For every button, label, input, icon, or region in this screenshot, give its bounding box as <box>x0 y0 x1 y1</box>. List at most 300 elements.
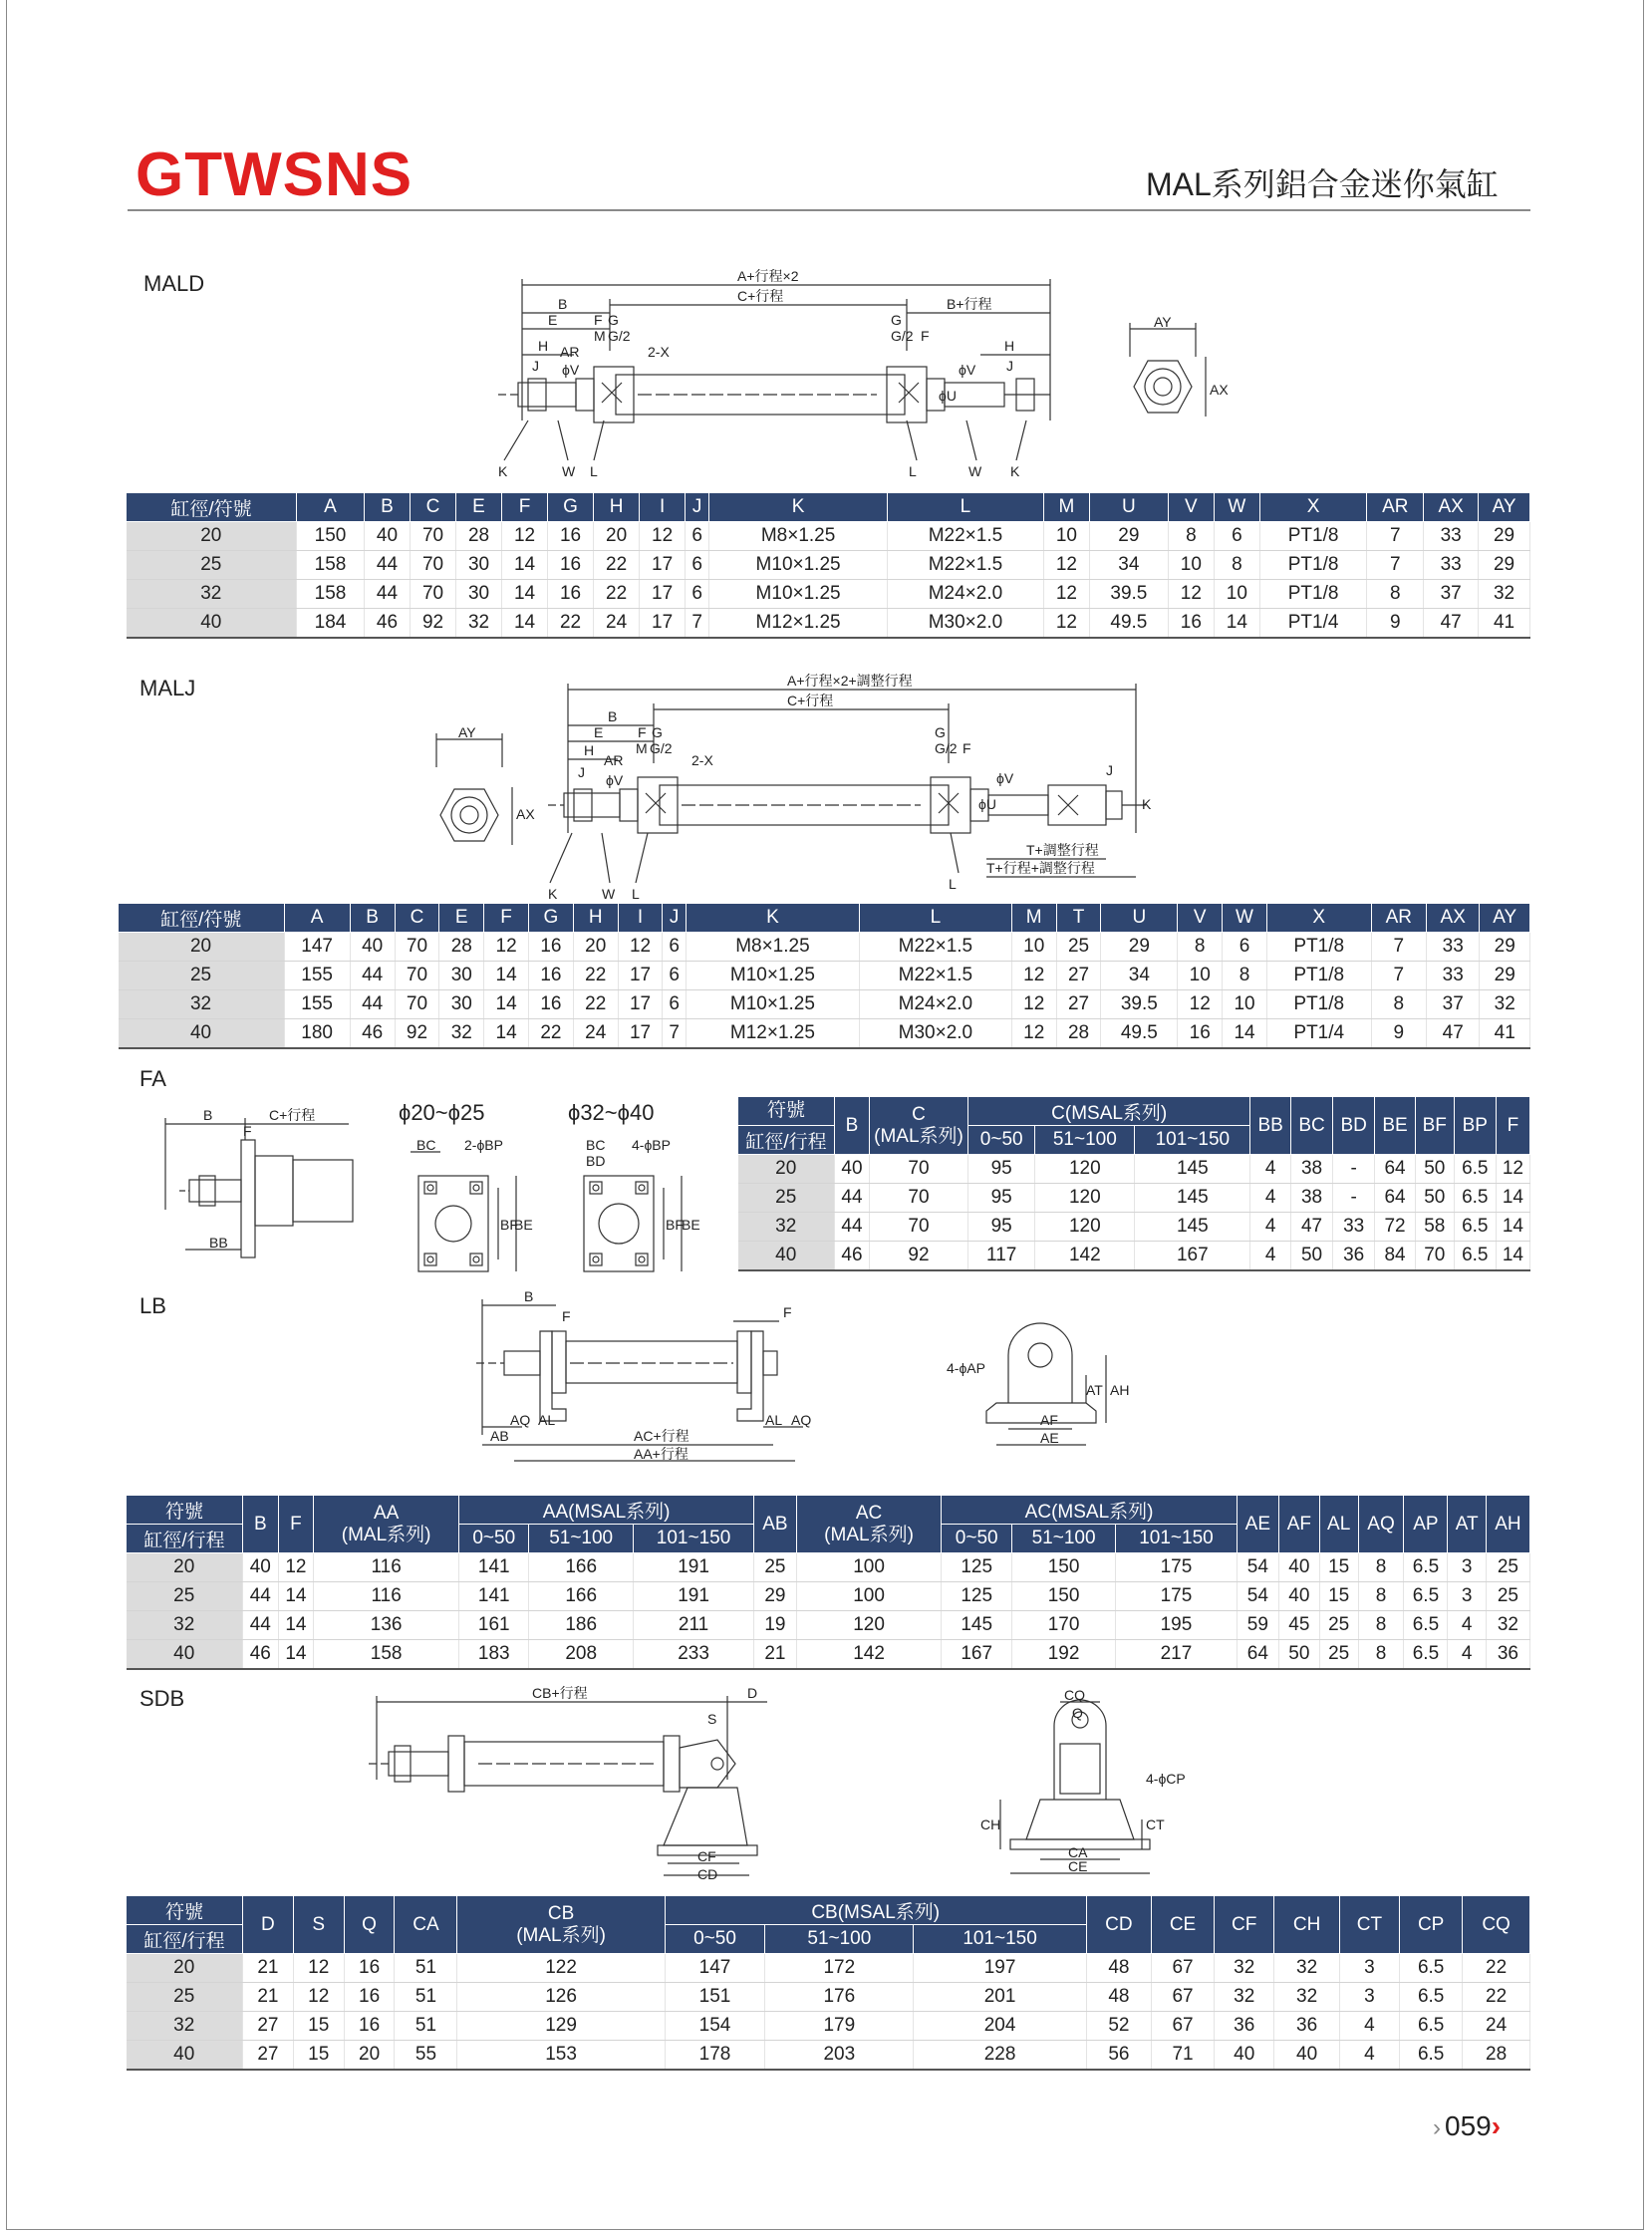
lb-header-ac-msal: AC(MSAL系列) <box>942 1496 1237 1525</box>
table-cell: 120 <box>1035 1184 1135 1213</box>
sdb-header-cf: CF <box>1214 1896 1273 1954</box>
table-cell: 155 <box>284 962 350 990</box>
dimension-label: J <box>1006 358 1013 374</box>
dimension-label: BB <box>209 1235 228 1251</box>
table-cell: 44 <box>350 990 395 1019</box>
dimension-label: S <box>707 1711 717 1727</box>
table-row <box>738 1242 1530 1271</box>
table-cell: 3 <box>1339 1954 1399 1983</box>
sdb-header-cb: CB (MAL系列) <box>457 1896 665 1954</box>
table-cell: 29 <box>1479 522 1530 551</box>
mald-header-cell: E <box>456 493 502 522</box>
mald-header-cell: V <box>1168 493 1214 522</box>
bore-cell: 32 <box>127 2012 243 2041</box>
table-cell: 70 <box>411 522 456 551</box>
table-cell: 22 <box>594 551 640 580</box>
table-cell: 46 <box>835 1242 870 1271</box>
bore-cell: 25 <box>119 962 285 990</box>
table-cell: PT1/4 <box>1259 609 1366 639</box>
table-cell: 6 <box>1214 522 1259 551</box>
table-cell: 67 <box>1152 2012 1215 2041</box>
table-cell: 6 <box>663 962 686 990</box>
table-cell: 8 <box>1367 580 1424 609</box>
dimension-label: F <box>243 1123 252 1139</box>
fa-spec-table <box>737 1096 1530 1271</box>
sdb-spec-table <box>126 1895 1530 2071</box>
table-cell: 150 <box>1011 1582 1115 1611</box>
sdb-header-cb-msal: CB(MSAL系列) <box>665 1896 1086 1925</box>
table-cell: 8 <box>1371 990 1426 1019</box>
table-cell: M22×1.5 <box>860 933 1012 962</box>
table-cell: 40 <box>243 1553 279 1582</box>
table-cell: 39.5 <box>1101 990 1178 1019</box>
table-cell: 120 <box>1035 1213 1135 1242</box>
table-cell: 24 <box>594 609 640 639</box>
table-cell: 22 <box>548 609 594 639</box>
table-cell: 9 <box>1367 609 1424 639</box>
table-cell: 54 <box>1237 1553 1278 1582</box>
table-cell: 6.5 <box>1404 1640 1448 1670</box>
table-cell: 158 <box>297 551 365 580</box>
table-cell: 27 <box>243 2041 294 2071</box>
dimension-label: 2-X <box>691 752 713 768</box>
table-cell: 50 <box>1415 1155 1454 1184</box>
dimension-label: E <box>594 724 604 740</box>
table-cell: 204 <box>914 2012 1086 2041</box>
table-cell: 142 <box>796 1640 942 1670</box>
dimension-label: BE <box>682 1217 700 1233</box>
dimension-label: AC+行程 <box>634 1428 689 1444</box>
table-cell: 44 <box>364 580 410 609</box>
table-cell: 10 <box>1011 933 1056 962</box>
table-cell: 147 <box>284 933 350 962</box>
table-cell: 51 <box>395 1983 457 2012</box>
table-cell: 15 <box>293 2041 344 2071</box>
series-title: MAL系列鋁合金迷你氣缸 <box>1146 166 1499 202</box>
table-cell: 20 <box>573 933 618 962</box>
table-cell: 34 <box>1101 962 1178 990</box>
table-cell: 150 <box>297 522 365 551</box>
dimension-label: T+行程+調整行程 <box>986 860 1095 876</box>
table-cell: M8×1.25 <box>686 933 859 962</box>
dimension-label: AL <box>765 1412 783 1428</box>
dimension-label: AH <box>1110 1382 1130 1398</box>
sdb-header-d: D <box>243 1896 294 1954</box>
table-cell: 32 <box>1479 580 1530 609</box>
table-cell: 12 <box>502 522 548 551</box>
table-cell: 20 <box>344 2041 395 2071</box>
bore-cell: 20 <box>127 1954 243 1983</box>
mald-header-cell: 缸徑/符號 <box>127 493 297 522</box>
table-cell: 55 <box>395 2041 457 2071</box>
dimension-label: L <box>590 463 598 479</box>
table-cell: 14 <box>1496 1213 1529 1242</box>
table-cell: 17 <box>618 990 663 1019</box>
table-cell: 6.5 <box>1454 1242 1496 1271</box>
table-cell: 21 <box>754 1640 796 1670</box>
table-cell: - <box>1333 1155 1375 1184</box>
table-cell: 10 <box>1223 990 1267 1019</box>
bore-cell: 32 <box>127 580 297 609</box>
table-cell: 22 <box>594 580 640 609</box>
table-row <box>119 962 1530 990</box>
dimension-label: F <box>921 328 930 344</box>
fa-header-bb: BB <box>1250 1097 1291 1155</box>
table-cell: 125 <box>942 1553 1011 1582</box>
mald-header-cell: I <box>640 493 686 522</box>
table-cell: 16 <box>344 1954 395 1983</box>
table-cell: 4 <box>1250 1155 1291 1184</box>
dimension-label: BE <box>514 1217 533 1233</box>
dimension-label: B <box>558 296 568 312</box>
table-cell: PT1/8 <box>1266 990 1371 1019</box>
table-cell: 44 <box>835 1184 870 1213</box>
table-cell: 8 <box>1358 1553 1404 1582</box>
page-number-text: 059 <box>1445 2110 1492 2141</box>
sdb-side-drawing <box>369 1685 787 1882</box>
malj-header-cell: J <box>663 904 686 933</box>
table-cell: 183 <box>459 1640 529 1670</box>
table-cell: 95 <box>968 1213 1035 1242</box>
lb-header-aq: AQ <box>1358 1496 1404 1553</box>
table-cell: 4 <box>1448 1640 1486 1670</box>
table-cell: 17 <box>640 609 686 639</box>
dimension-label: CT <box>1146 1816 1165 1832</box>
malj-header-cell: T <box>1056 904 1101 933</box>
table-cell: 145 <box>1135 1184 1250 1213</box>
fa-header-bc: BC <box>1290 1097 1332 1155</box>
table-cell: 151 <box>665 1983 765 2012</box>
table-cell: 178 <box>665 2041 765 2071</box>
table-cell: M24×2.0 <box>860 990 1012 1019</box>
table-cell: 6.5 <box>1454 1213 1496 1242</box>
table-cell: 34 <box>1089 551 1168 580</box>
table-cell: M12×1.25 <box>686 1019 859 1049</box>
table-cell: 44 <box>243 1611 279 1640</box>
table-cell: 14 <box>484 1019 529 1049</box>
table-cell: 16 <box>528 990 573 1019</box>
table-cell: 9 <box>1371 1019 1426 1049</box>
malj-end-drawing <box>418 724 535 867</box>
table-cell: 28 <box>439 933 484 962</box>
dimension-label: ϕV <box>996 770 1014 786</box>
mald-header-cell: C <box>411 493 456 522</box>
table-cell: 12 <box>278 1553 314 1582</box>
table-row <box>738 1155 1530 1184</box>
table-cell: 59 <box>1237 1611 1278 1640</box>
table-cell: 186 <box>529 1611 633 1640</box>
table-cell: 92 <box>395 1019 439 1049</box>
table-cell: 64 <box>1237 1640 1278 1670</box>
table-cell: 27 <box>243 2012 294 2041</box>
table-cell: 17 <box>640 580 686 609</box>
sdb-header-cd: CD <box>1086 1896 1151 1954</box>
dimension-label: M <box>594 328 606 344</box>
lb-header-aa-band-3: 101~150 <box>633 1525 753 1553</box>
malj-header-cell: E <box>439 904 484 933</box>
dimension-label: W <box>602 886 616 902</box>
table-cell: 56 <box>1086 2041 1151 2071</box>
table-cell: 40 <box>1279 1582 1320 1611</box>
table-cell: 30 <box>439 990 484 1019</box>
table-cell: M10×1.25 <box>709 551 888 580</box>
malj-header-cell: L <box>860 904 1012 933</box>
table-cell: 12 <box>1168 580 1214 609</box>
table-cell: 3 <box>1448 1553 1486 1582</box>
table-cell: 24 <box>573 1019 618 1049</box>
table-cell: 33 <box>1427 962 1480 990</box>
dimension-label: K <box>1142 796 1152 812</box>
table-cell: 117 <box>968 1242 1035 1271</box>
dimension-label: B+行程 <box>947 296 992 312</box>
table-cell: 167 <box>942 1640 1011 1670</box>
fa-header-c-msal: C(MSAL系列) <box>968 1097 1250 1126</box>
table-cell: 39.5 <box>1089 580 1168 609</box>
dimension-label: 2-X <box>648 344 670 360</box>
table-cell: 6.5 <box>1404 1611 1448 1640</box>
table-cell: 12 <box>1011 962 1056 990</box>
table-cell: 14 <box>278 1640 314 1670</box>
table-cell: 141 <box>459 1582 529 1611</box>
table-cell: 8 <box>1178 933 1223 962</box>
table-cell: 14 <box>484 990 529 1019</box>
table-cell: 25 <box>1486 1582 1529 1611</box>
section-label-sdb: SDB <box>139 1686 185 1711</box>
sdb-header-band-2: 51~100 <box>765 1925 914 1954</box>
dimension-label: G/2 <box>891 328 914 344</box>
table-cell: 32 <box>1214 1983 1273 2012</box>
table-cell: 12 <box>1043 609 1089 639</box>
dimension-label: G <box>652 724 663 740</box>
sdb-header-cq: CQ <box>1463 1896 1530 1954</box>
table-cell: 12 <box>484 933 529 962</box>
table-cell: 158 <box>297 580 365 609</box>
table-cell: M22×1.5 <box>860 962 1012 990</box>
table-cell: 195 <box>1116 1611 1237 1640</box>
table-cell: 3 <box>1448 1582 1486 1611</box>
mald-header-cell: U <box>1089 493 1168 522</box>
table-cell: 47 <box>1424 609 1479 639</box>
fa-large-range-label: ϕ32~ϕ40 <box>568 1100 655 1125</box>
table-cell: 38 <box>1290 1184 1332 1213</box>
table-cell: 14 <box>502 580 548 609</box>
table-cell: 4 <box>1448 1611 1486 1640</box>
dimension-label: K <box>548 886 558 902</box>
bore-cell: 20 <box>119 933 285 962</box>
fa-header-be: BE <box>1375 1097 1416 1155</box>
table-cell: 166 <box>529 1582 633 1611</box>
table-cell: 10 <box>1043 522 1089 551</box>
sdb-header-symbol: 符號 <box>127 1896 243 1925</box>
table-cell: 71 <box>1152 2041 1215 2071</box>
table-cell: 72 <box>1375 1213 1416 1242</box>
table-row <box>127 1582 1530 1611</box>
table-cell: 12 <box>1011 990 1056 1019</box>
sdb-header-ca: CA <box>395 1896 457 1954</box>
sdb-header-bore: 缸徑/行程 <box>127 1925 243 1954</box>
sdb-header-q: Q <box>344 1896 395 1954</box>
table-cell: 15 <box>1319 1553 1358 1582</box>
lb-header-ah: AH <box>1486 1496 1529 1553</box>
bore-cell: 25 <box>738 1184 835 1213</box>
table-cell: 184 <box>297 609 365 639</box>
section-label-fa: FA <box>139 1066 166 1091</box>
table-cell: 70 <box>1415 1242 1454 1271</box>
table-cell: 170 <box>1011 1611 1115 1640</box>
table-cell: 70 <box>395 933 439 962</box>
table-cell: 15 <box>293 2012 344 2041</box>
table-cell: 175 <box>1116 1582 1237 1611</box>
table-cell: 16 <box>548 580 594 609</box>
table-cell: 25 <box>754 1553 796 1582</box>
table-cell: 64 <box>1375 1155 1416 1184</box>
table-cell: 64 <box>1375 1184 1416 1213</box>
dimension-label: H <box>1004 338 1015 354</box>
table-cell: 10 <box>1214 580 1259 609</box>
table-cell: 16 <box>344 2012 395 2041</box>
table-cell: 8 <box>1214 551 1259 580</box>
table-cell: 14 <box>278 1582 314 1611</box>
table-cell: PT1/8 <box>1259 580 1366 609</box>
table-cell: 10 <box>1178 962 1223 990</box>
table-cell: 14 <box>502 551 548 580</box>
fa-header-band-2: 51~100 <box>1035 1126 1135 1155</box>
table-cell: 44 <box>243 1582 279 1611</box>
bore-cell: 32 <box>119 990 285 1019</box>
dimension-label: B <box>608 708 618 724</box>
table-cell: 15 <box>1319 1582 1358 1611</box>
table-cell: 40 <box>835 1155 870 1184</box>
table-cell: M22×1.5 <box>888 522 1044 551</box>
table-cell: 33 <box>1333 1213 1375 1242</box>
table-cell: 7 <box>1367 551 1424 580</box>
dimension-label: CH <box>980 1816 1001 1832</box>
table-cell: 217 <box>1116 1640 1237 1670</box>
sdb-header-ch: CH <box>1274 1896 1339 1954</box>
lb-side-drawing <box>474 1285 853 1475</box>
table-row <box>127 551 1530 580</box>
dimension-label: J <box>532 358 539 374</box>
table-cell: PT1/8 <box>1259 551 1366 580</box>
mald-header-cell: K <box>709 493 888 522</box>
lb-header-symbol: 符號 <box>127 1496 243 1525</box>
table-cell: 70 <box>870 1155 968 1184</box>
table-cell: 50 <box>1279 1640 1320 1670</box>
bore-cell: 40 <box>127 2041 243 2071</box>
table-cell: 36 <box>1486 1640 1529 1670</box>
sdb-header-cp: CP <box>1400 1896 1463 1954</box>
table-cell: 38 <box>1290 1155 1332 1184</box>
lb-header-aa-band-1: 0~50 <box>459 1525 529 1553</box>
table-cell: 30 <box>456 580 502 609</box>
mald-end-drawing <box>1106 314 1229 456</box>
table-cell: 179 <box>765 2012 914 2041</box>
table-cell: 29 <box>754 1582 796 1611</box>
dimension-label: G/2 <box>650 740 673 756</box>
table-cell: 211 <box>633 1611 753 1640</box>
table-cell: 145 <box>1135 1155 1250 1184</box>
sdb-header-band-3: 101~150 <box>914 1925 1086 1954</box>
table-cell: 29 <box>1479 551 1530 580</box>
table-cell: 22 <box>1463 1983 1530 2012</box>
table-cell: 122 <box>457 1954 665 1983</box>
table-row <box>127 609 1530 639</box>
table-cell: 19 <box>754 1611 796 1640</box>
table-cell: 166 <box>529 1553 633 1582</box>
table-cell: 141 <box>459 1553 529 1582</box>
dimension-label: ϕU <box>939 388 957 404</box>
table-cell: 40 <box>1274 2041 1339 2071</box>
table-row <box>127 1954 1530 1983</box>
dimension-label: AL <box>538 1412 556 1428</box>
table-cell: 21 <box>243 1983 294 2012</box>
dimension-label: B <box>203 1107 213 1123</box>
mald-spec-table <box>126 492 1530 639</box>
table-cell: 120 <box>1035 1155 1135 1184</box>
malj-header-cell: B <box>350 904 395 933</box>
malj-header-cell: AR <box>1371 904 1426 933</box>
table-cell: 12 <box>293 1983 344 2012</box>
table-cell: 100 <box>796 1553 942 1582</box>
fa-small-flange-drawing <box>395 1136 533 1281</box>
dimension-label: CB+行程 <box>532 1685 588 1701</box>
table-cell: 4 <box>1250 1184 1291 1213</box>
table-cell: 30 <box>456 551 502 580</box>
table-cell: 22 <box>1463 1954 1530 1983</box>
dimension-label: G <box>608 312 619 328</box>
table-cell: 8 <box>1223 962 1267 990</box>
bore-cell: 20 <box>738 1155 835 1184</box>
dimension-label: CD <box>697 1866 718 1882</box>
table-cell: 147 <box>665 1954 765 1983</box>
table-cell: 8 <box>1358 1640 1404 1670</box>
table-cell: 37 <box>1424 580 1479 609</box>
dimension-label: ϕV <box>562 362 580 378</box>
table-cell: 191 <box>633 1553 753 1582</box>
table-cell: 158 <box>314 1640 459 1670</box>
table-cell: 126 <box>457 1983 665 2012</box>
table-cell: 29 <box>1089 522 1168 551</box>
table-cell: 14 <box>1223 1019 1267 1049</box>
mald-side-drawing <box>498 268 1096 480</box>
bore-cell: 20 <box>127 1553 243 1582</box>
table-cell: 3 <box>1339 1983 1399 2012</box>
dimension-label: BF <box>500 1217 518 1233</box>
table-cell: 16 <box>1178 1019 1223 1049</box>
lb-header-f: F <box>278 1496 314 1553</box>
malj-side-drawing <box>548 674 1176 903</box>
mald-header-cell: H <box>594 493 640 522</box>
mald-header-cell: G <box>548 493 594 522</box>
table-cell: 12 <box>1178 990 1223 1019</box>
table-row <box>127 2012 1530 2041</box>
table-cell: 95 <box>968 1184 1035 1213</box>
table-cell: 32 <box>456 609 502 639</box>
chevron-right-red-icon: › <box>1491 2110 1502 2141</box>
dimension-label: J <box>578 764 585 780</box>
dimension-label: W <box>968 463 982 479</box>
table-cell: 27 <box>1056 990 1101 1019</box>
lb-header-ac-band-3: 101~150 <box>1116 1525 1237 1553</box>
table-cell: 7 <box>1371 962 1426 990</box>
malj-header-cell: W <box>1223 904 1267 933</box>
dimension-label: AQ <box>791 1412 812 1428</box>
table-cell: 233 <box>633 1640 753 1670</box>
table-cell: 6.5 <box>1404 1582 1448 1611</box>
dimension-label: ϕU <box>978 796 996 812</box>
dimension-label: CQ <box>1064 1687 1085 1703</box>
table-cell: 21 <box>243 1954 294 1983</box>
